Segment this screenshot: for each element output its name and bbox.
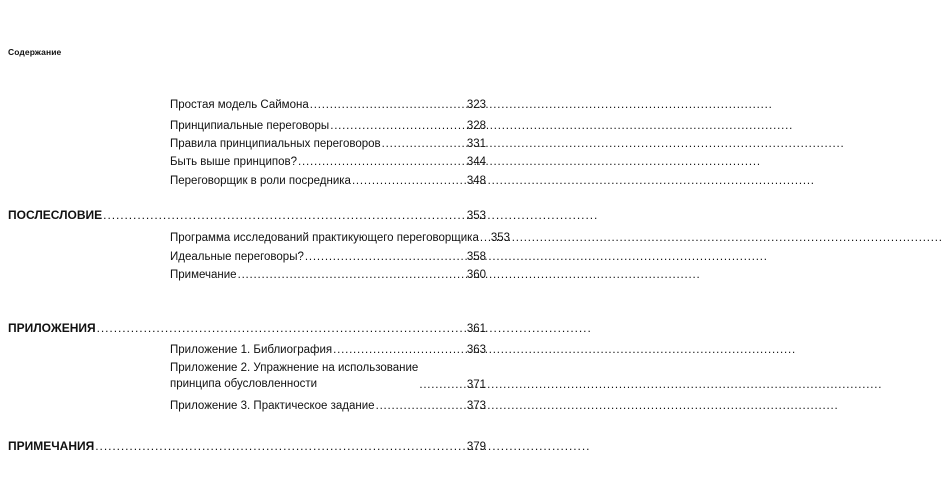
toc-entry-page: 331: [466, 138, 486, 150]
toc-entry-page: 344: [466, 156, 486, 168]
dot-leader: [382, 137, 466, 151]
toc-section[interactable]: [8, 439, 486, 454]
toc-entry[interactable]: [170, 155, 486, 169]
toc-entry[interactable]: [170, 231, 511, 245]
dot-leader: [333, 343, 466, 357]
toc-entry[interactable]: [170, 250, 486, 264]
toc-entry[interactable]: [170, 343, 486, 357]
toc-entry[interactable]: [170, 174, 486, 188]
toc-entry[interactable]: [170, 268, 486, 282]
dot-leader: [298, 155, 466, 169]
toc-entry-title: Простая модель Саймона: [170, 99, 309, 111]
toc-section-title: ПОСЛЕСЛОВИЕ: [8, 208, 103, 222]
toc-entry-title: Правила принципиальных переговоров: [170, 138, 381, 150]
toc-entry-page: 371: [466, 378, 486, 391]
running-head: Содержание: [8, 47, 62, 57]
dot-leader: [95, 439, 466, 454]
toc-section-page: 361: [466, 323, 486, 335]
toc-entry-page: 363: [466, 344, 486, 356]
toc-section-page: 379: [466, 441, 486, 453]
toc-entry[interactable]: [170, 119, 486, 133]
toc-entry-title: Программа исследований практикующего переговорщика: [170, 232, 479, 244]
dot-leader: [103, 208, 466, 223]
toc-entry-title-line: принципа обусловленности: [170, 377, 318, 390]
dot-leader: [305, 250, 466, 264]
toc-entry[interactable]: [170, 98, 486, 112]
toc-section[interactable]: [8, 208, 486, 223]
toc-section[interactable]: [8, 321, 486, 336]
toc-section-page: 353: [466, 210, 486, 222]
toc-entry-page: 360: [466, 269, 486, 281]
dot-leader: [480, 231, 490, 245]
toc-entry[interactable]: [170, 137, 486, 151]
toc-entry[interactable]: [170, 361, 486, 392]
toc-entry-page: 328: [466, 120, 486, 132]
dot-leader: [376, 399, 466, 413]
toc-entry-page: 348: [466, 175, 486, 187]
toc-entry-title: Идеальные переговоры?: [170, 251, 304, 263]
toc-entry-title: Приложение 1. Библиография: [170, 344, 333, 356]
dot-leader: [238, 268, 466, 282]
dot-leader: [352, 174, 466, 188]
dot-leader: [330, 119, 466, 133]
toc-entry-page: 323: [466, 99, 486, 111]
toc-section-title: ПРИМЕЧАНИЯ: [8, 439, 95, 453]
toc-entry[interactable]: [170, 399, 486, 413]
toc-entry-page: 373: [466, 400, 486, 412]
toc-entry-title: Приложение 3. Практическое задание: [170, 400, 375, 412]
toc-entry-page: 358: [466, 251, 486, 263]
dot-leader: [419, 378, 465, 392]
toc-entry-title: [170, 361, 418, 392]
dot-leader: [97, 321, 466, 336]
toc-entry-title: Переговорщик в роли посредника: [170, 175, 351, 187]
toc-section-title: ПРИЛОЖЕНИЯ: [8, 321, 96, 335]
toc-entry-page: 353: [490, 232, 511, 244]
toc-entry-title: Быть выше принципов?: [170, 156, 297, 168]
toc-entry-title: Примечание: [170, 269, 237, 281]
toc-entry-title: Принципиальные переговоры: [170, 120, 330, 132]
dot-leader: [310, 98, 466, 112]
toc-entry-title-line: Приложение 2. Упражнение на использование: [170, 362, 419, 374]
